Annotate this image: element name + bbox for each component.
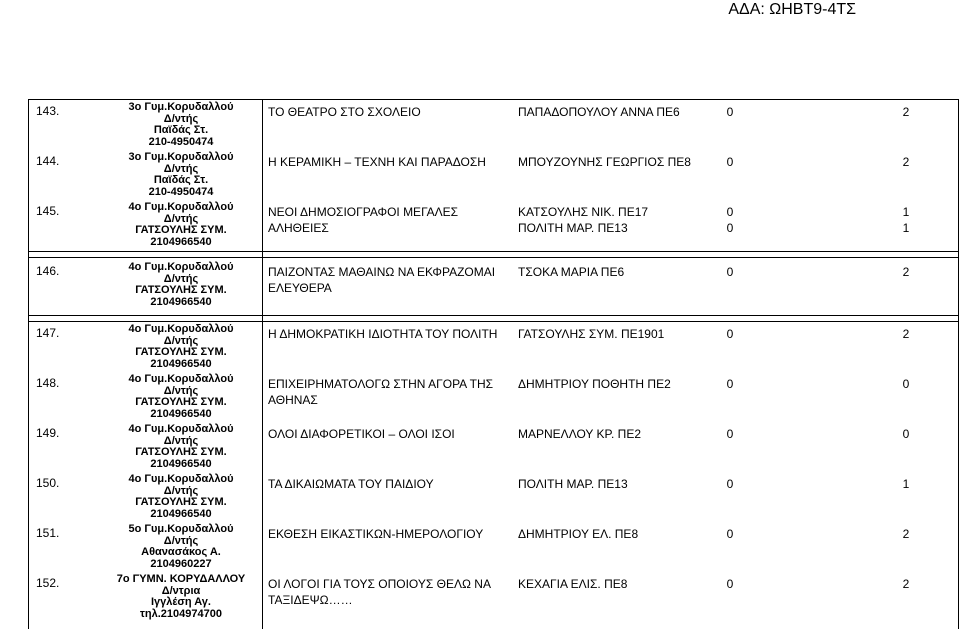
row-number: 146. — [36, 264, 60, 278]
teacher-name — [518, 104, 718, 120]
count-value-line: 0 — [726, 105, 734, 119]
program-title — [268, 154, 508, 170]
count-value — [898, 376, 914, 392]
teacher-name-line: ΔΗΜΗΤΡΙΟΥ ΠΟΘΗΤΗ ΠΕ2 — [518, 377, 671, 391]
teacher-name — [518, 476, 718, 492]
program-title-line: ΕΚΘΕΣΗ ΕΙΚΑΣΤΙΚΩΝ-ΗΜΕΡΟΛΟΓΙΟΥ — [268, 527, 484, 541]
ada-code: ΑΔΑ: ΩΗΒΤ9-4ΤΣ — [728, 1, 856, 18]
school-info-line: 4ο Γυμ.Κορυδαλλού — [128, 373, 234, 385]
count-value-line: 2 — [902, 105, 910, 119]
program-title-line: Η ΔΗΜΟΚΡΑΤΙΚΗ ΙΔΙΟΤΗΤΑ ΤΟΥ ΠΟΛΙΤΗ — [268, 327, 498, 341]
school-info-line: 4ο Γυμ.Κορυδαλλού — [128, 201, 234, 213]
school-info-line: 2104966540 — [150, 507, 212, 520]
program-title-line: ΠΑΙΖΟΝΤΑΣ ΜΑΘΑΙΝΩ ΝΑ ΕΚΦΡΑΖΟΜΑΙ — [268, 265, 496, 279]
school-info-line: Δ/ντρια — [161, 584, 201, 597]
school-info-line: Δ/ντής — [163, 112, 199, 125]
school-info-line: Δ/ντής — [163, 162, 199, 175]
program-title-line: ΕΠΙΧΕΙΡΗΜΑΤΟΛΟΓΩ ΣΤΗΝ ΑΓΟΡΑ ΤΗΣ — [268, 377, 494, 391]
count-value — [898, 104, 914, 120]
program-title — [268, 576, 508, 608]
program-title-line: ΤΑ ΔΙΚΑΙΩΜΑΤΑ ΤΟΥ ΠΑΙΔΙΟΥ — [268, 477, 434, 491]
count-value-line: 0 — [726, 577, 734, 591]
program-title-line: Η ΚΕΡΑΜΙΚΗ – ΤΕΧΝΗ ΚΑΙ ΠΑΡΑΔΟΣΗ — [268, 155, 486, 169]
teacher-name-line: ΓΑΤΣΟΥΛΗΣ ΣΥΜ. ΠΕ1901 — [518, 327, 665, 341]
table-divider — [28, 321, 959, 322]
program-title — [268, 204, 508, 236]
program-title — [268, 264, 508, 296]
school-info-line: Ιγγλέση Αγ. — [151, 596, 211, 608]
row-number: 151. — [36, 526, 60, 540]
count-value-line: 0 — [902, 377, 910, 391]
teacher-name-line: ΔΗΜΗΤΡΙΟΥ ΕΛ. ΠΕ8 — [518, 527, 639, 541]
school-info-line: 7ο ΓΥΜΝ. ΚΟΡΥΔΑΛΛΟΥ — [116, 573, 246, 585]
school-info-line: 2104960227 — [150, 557, 212, 570]
school-info-line: τηλ.2104974700 — [140, 607, 222, 620]
teacher-name — [518, 154, 718, 170]
count-value — [722, 104, 738, 120]
school-info-line: ΓΑΤΣΟΥΛΗΣ ΣΥΜ. — [135, 346, 227, 358]
table-divider — [28, 251, 959, 252]
school-info — [101, 152, 261, 198]
school-info-line: 3ο Γυμ.Κορυδαλλού — [128, 151, 234, 163]
count-value — [898, 576, 914, 592]
count-value-line: 0 — [726, 221, 734, 235]
teacher-name — [518, 326, 718, 342]
program-title — [268, 426, 508, 442]
school-info-line: Δ/ντής — [163, 212, 199, 225]
program-title — [268, 326, 508, 342]
program-title — [268, 476, 508, 492]
projects-table — [28, 99, 959, 629]
school-info-line: 4ο Γυμ.Κορυδαλλού — [128, 323, 234, 335]
count-value — [722, 576, 738, 592]
count-value-line: 0 — [902, 427, 910, 441]
school-info-line: Δ/ντής — [163, 484, 199, 497]
count-value-line: 2 — [902, 327, 910, 341]
teacher-name-line: ΚΕΧΑΓΙΑ ΕΛΙΣ. ΠΕ8 — [518, 577, 628, 591]
count-value — [898, 526, 914, 542]
count-value-line: 0 — [726, 477, 734, 491]
school-info-line: 2104966540 — [150, 407, 212, 420]
count-value — [722, 154, 738, 170]
count-value-line: 0 — [726, 155, 734, 169]
school-info-line: 4ο Γυμ.Κορυδαλλού — [128, 261, 234, 273]
school-info — [101, 262, 261, 308]
count-value — [898, 476, 914, 492]
count-value — [722, 326, 738, 342]
school-info — [101, 474, 261, 520]
count-value-line: 0 — [726, 427, 734, 441]
count-value-line: 0 — [726, 327, 734, 341]
school-info — [101, 374, 261, 420]
row-number: 152. — [36, 576, 60, 590]
school-info-line: ΓΑΤΣΟΥΛΗΣ ΣΥΜ. — [135, 496, 227, 508]
count-value-line: 2 — [902, 155, 910, 169]
program-title-line: ΑΘΗΝΑΣ — [268, 393, 318, 407]
count-value — [898, 326, 914, 342]
school-info-line: 2104966540 — [150, 235, 212, 248]
teacher-name — [518, 204, 718, 236]
count-value — [722, 426, 738, 442]
count-value — [898, 426, 914, 442]
program-title — [268, 526, 508, 542]
count-value-line: 1 — [902, 205, 910, 219]
teacher-name-line: ΠΟΛΙΤΗ ΜΑΡ. ΠΕ13 — [518, 477, 628, 491]
teacher-name-line: ΜΑΡΝΕΛΛΟΥ ΚΡ. ΠΕ2 — [518, 427, 642, 441]
row-number: 148. — [36, 376, 60, 390]
school-info-line: Αθανασάκος Α. — [141, 546, 221, 558]
teacher-name — [518, 376, 718, 392]
teacher-name — [518, 526, 718, 542]
teacher-name-line: ΤΣΟΚΑ ΜΑΡΙΑ ΠΕ6 — [518, 265, 625, 279]
program-title-line: ΤΟ ΘΕΑΤΡΟ ΣΤΟ ΣΧΟΛΕΙΟ — [268, 105, 421, 119]
count-value-line: 2 — [902, 527, 910, 541]
school-info-line: Παϊδάς Στ. — [153, 124, 209, 136]
school-info-line: Παϊδάς Στ. — [153, 174, 209, 186]
table-divider — [262, 99, 263, 629]
teacher-name — [518, 576, 718, 592]
school-info — [101, 424, 261, 470]
row-number: 145. — [36, 204, 60, 218]
count-value-line: 1 — [902, 221, 910, 235]
count-value — [898, 204, 914, 236]
count-value — [898, 264, 914, 280]
school-info-line: 5ο Γυμ.Κορυδαλλού — [128, 523, 234, 535]
school-info — [101, 102, 261, 148]
count-value — [898, 154, 914, 170]
count-value-line: 0 — [726, 265, 734, 279]
table-divider — [28, 315, 959, 316]
program-title — [268, 376, 508, 408]
program-title-line: ΝΕΟΙ ΔΗΜΟΣΙΟΓΡΑΦΟΙ ΜΕΓΑΛΕΣ — [268, 205, 459, 219]
school-info-line: ΓΑΤΣΟΥΛΗΣ ΣΥΜ. — [135, 446, 227, 458]
program-title-line: ΕΛΕΥΘΕΡΑ — [268, 281, 332, 295]
school-info-line: 3ο Γυμ.Κορυδαλλού — [128, 101, 234, 113]
program-title — [268, 104, 508, 120]
table-border-top — [28, 99, 959, 100]
row-number: 149. — [36, 426, 60, 440]
count-value-line: 0 — [726, 205, 734, 219]
teacher-name-line: ΠΟΛΙΤΗ ΜΑΡ. ΠΕ13 — [518, 221, 628, 235]
school-info-line: 2104966540 — [150, 457, 212, 470]
school-info — [101, 524, 261, 570]
teacher-name-line: ΜΠΟΥΖΟΥΝΗΣ ΓΕΩΡΓΙΟΣ ΠΕ8 — [518, 155, 691, 169]
school-info-line: Δ/ντής — [163, 434, 199, 447]
program-title-line: ΟΙ ΛΟΓΟΙ ΓΙΑ ΤΟΥΣ ΟΠΟΙΟΥΣ ΘΕΛΩ ΝΑ — [268, 577, 491, 591]
school-info-line: Δ/ντής — [163, 534, 199, 547]
count-value — [722, 204, 738, 236]
school-info-line: 2104966540 — [150, 295, 212, 308]
school-info-line: Δ/ντής — [163, 334, 199, 347]
teacher-name — [518, 264, 718, 280]
teacher-name-line: ΠΑΠΑΔΟΠΟΥΛΟΥ ΑΝΝΑ ΠΕ6 — [518, 105, 680, 119]
school-info-line: 210-4950474 — [148, 135, 214, 148]
school-info — [101, 324, 261, 370]
count-value — [722, 526, 738, 542]
school-info — [101, 574, 261, 620]
school-info-line: ΓΑΤΣΟΥΛΗΣ ΣΥΜ. — [135, 224, 227, 236]
row-number: 150. — [36, 476, 60, 490]
row-number: 147. — [36, 326, 60, 340]
school-info-line: Δ/ντής — [163, 384, 199, 397]
school-info-line: 2104966540 — [150, 357, 212, 370]
count-value-line: 0 — [726, 377, 734, 391]
school-info-line: 210-4950474 — [148, 185, 214, 198]
school-info-line: Δ/ντής — [163, 272, 199, 285]
teacher-name-line: ΚΑΤΣΟΥΛΗΣ ΝΙΚ. ΠΕ17 — [518, 205, 649, 219]
row-number: 143. — [36, 104, 60, 118]
count-value — [722, 376, 738, 392]
school-info-line: 4ο Γυμ.Κορυδαλλού — [128, 423, 234, 435]
school-info-line: 4ο Γυμ.Κορυδαλλού — [128, 473, 234, 485]
count-value — [722, 476, 738, 492]
table-border-left — [28, 99, 29, 629]
teacher-name — [518, 426, 718, 442]
program-title-line: ΟΛΟΙ ΔΙΑΦΟΡΕΤΙΚΟΙ – ΟΛΟΙ ΙΣΟΙ — [268, 427, 455, 441]
count-value-line: 2 — [902, 577, 910, 591]
school-info-line: ΓΑΤΣΟΥΛΗΣ ΣΥΜ. — [135, 284, 227, 296]
program-title-line: ΑΛΗΘΕΙΕΣ — [268, 221, 329, 235]
table-divider — [28, 257, 959, 258]
count-value — [722, 264, 738, 280]
row-number: 144. — [36, 154, 60, 168]
count-value-line: 2 — [902, 265, 910, 279]
school-info-line: ΓΑΤΣΟΥΛΗΣ ΣΥΜ. — [135, 396, 227, 408]
program-title-line: ΤΑΞΙΔΕΨΩ…… — [268, 593, 353, 607]
count-value-line: 0 — [726, 527, 734, 541]
count-value-line: 1 — [902, 477, 910, 491]
school-info — [101, 202, 261, 248]
